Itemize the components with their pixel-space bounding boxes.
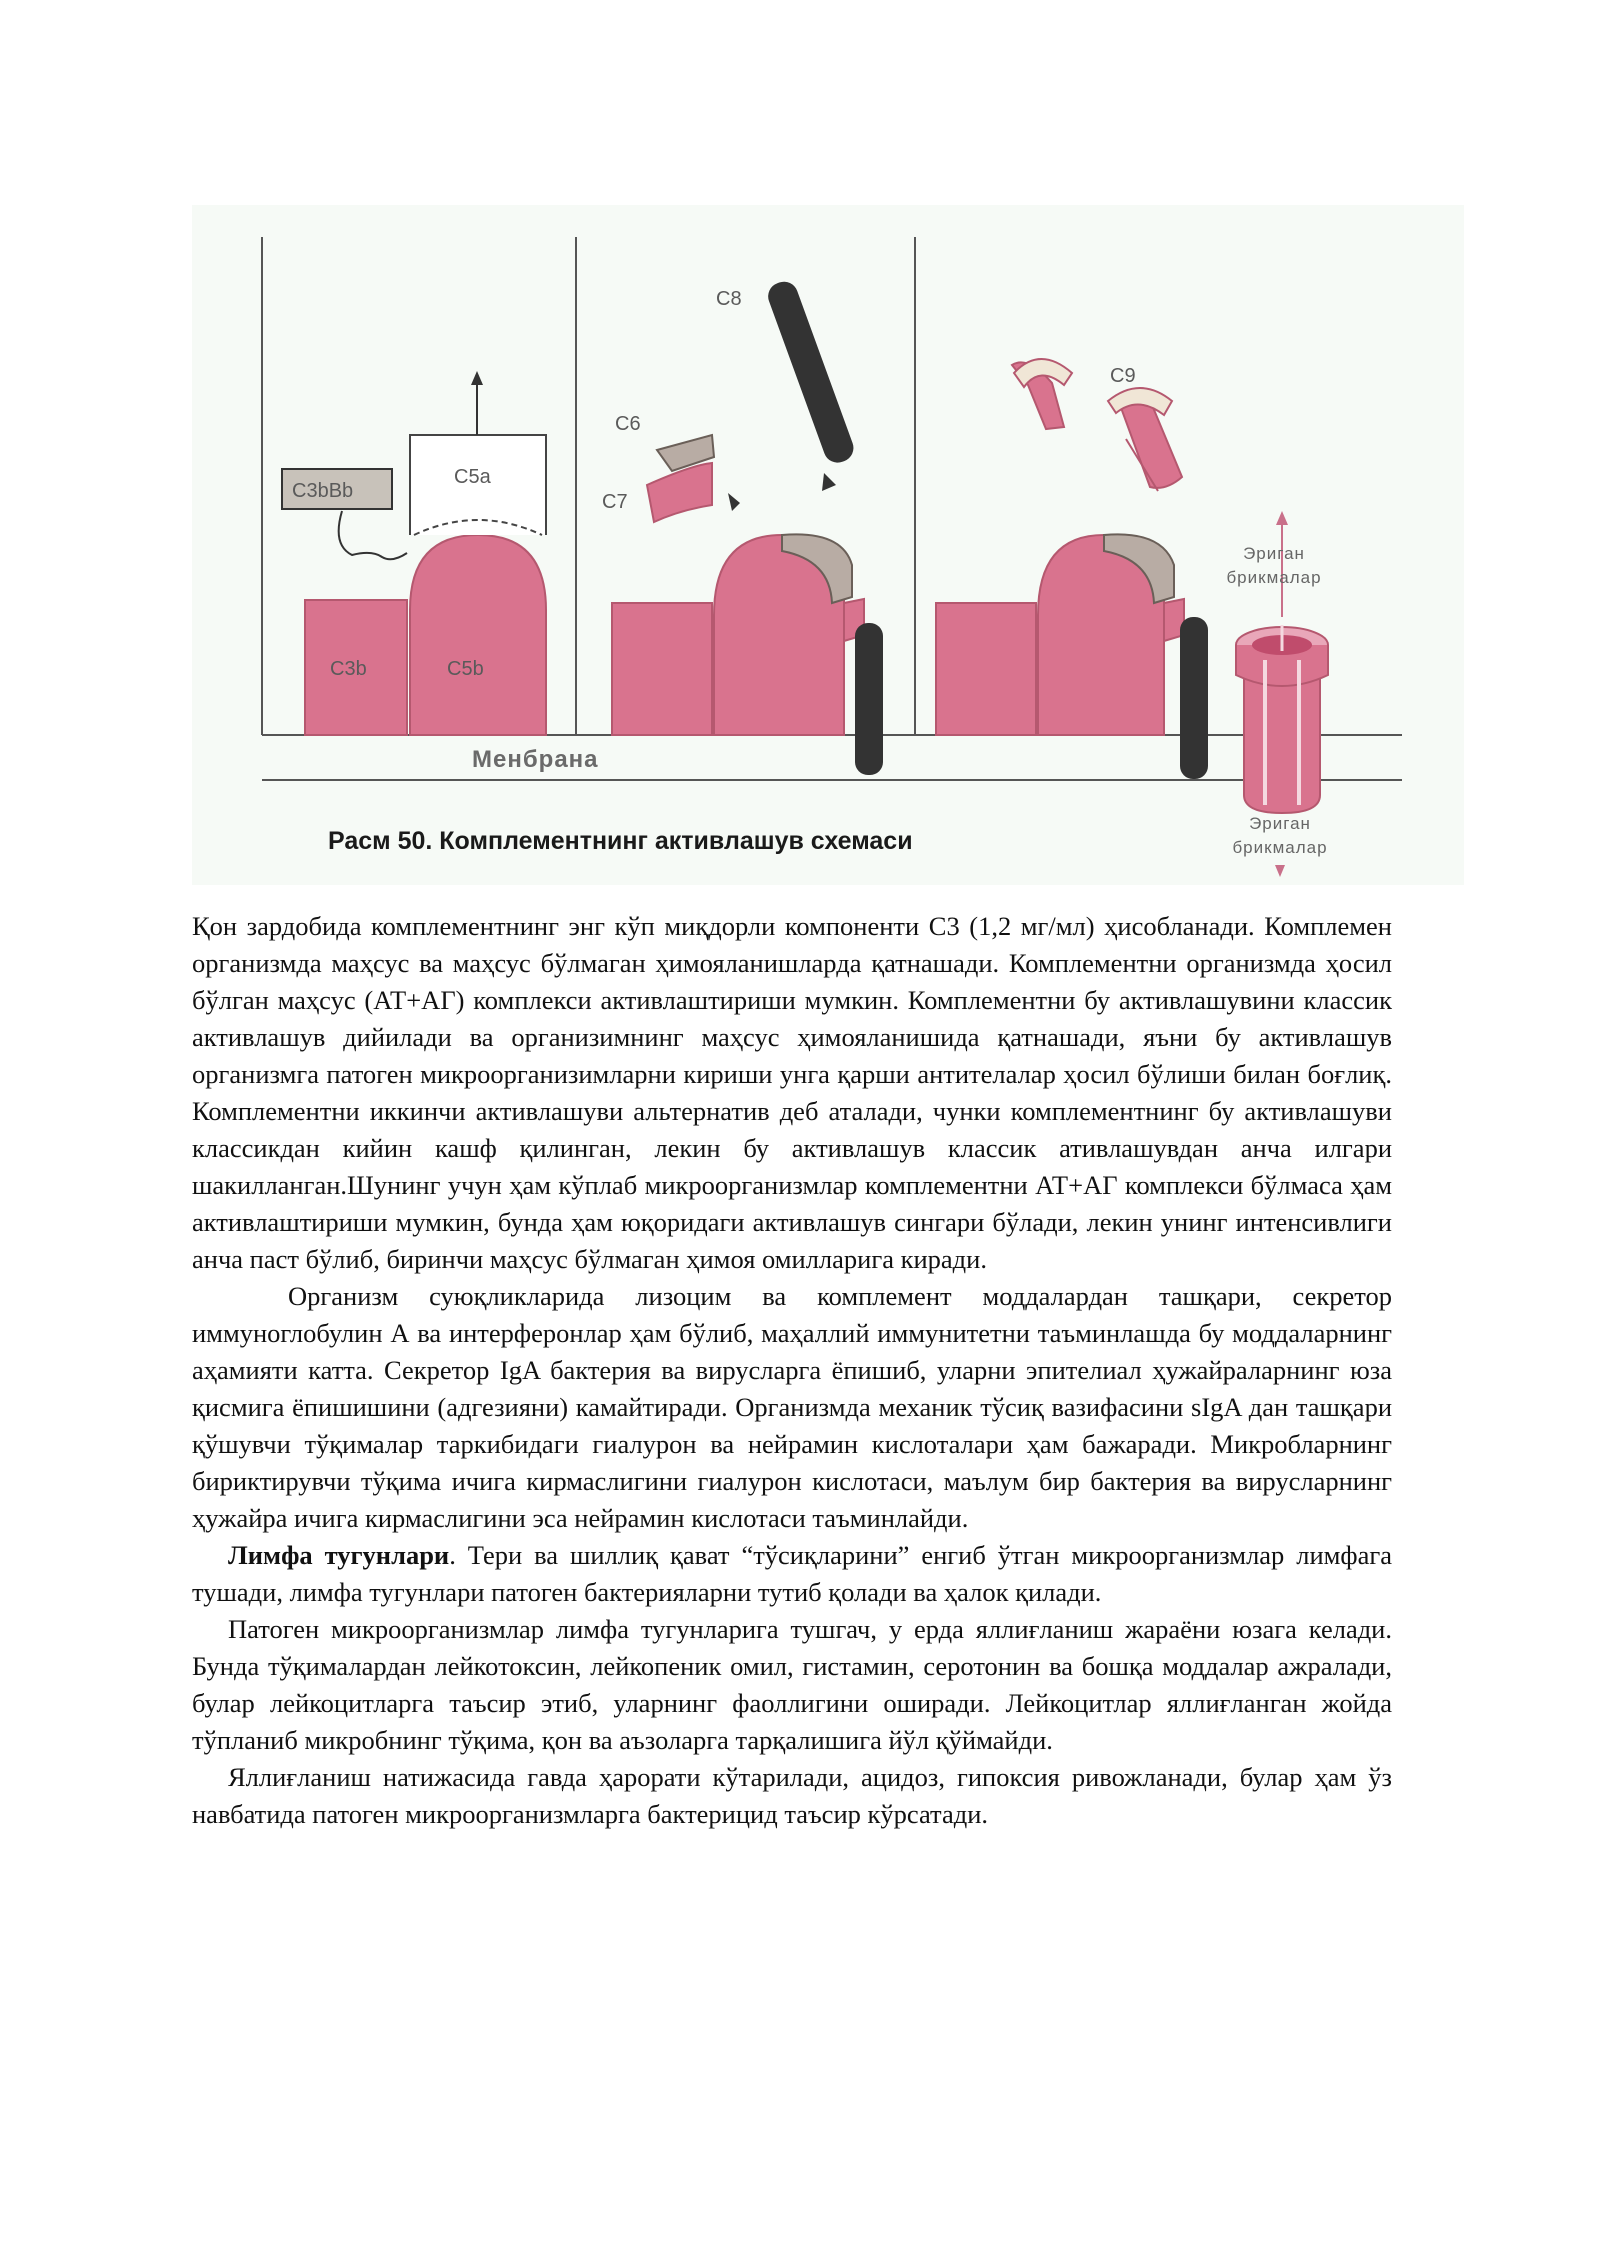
c3b-label: C3b bbox=[330, 658, 367, 680]
paragraph-3-text: . Тери ва шиллиқ қават “тўсиқларини” енгиб ўтган микроорганизмлар лимфага тушади, лимфа тугунлари патоген бактерияларни тутиб қолади ва ҳалок қилади. bbox=[192, 1540, 1392, 1607]
paragraph-2: Организм суюқликларида лизоцим ва комплемент моддалардан ташқари, секретор иммуноглобулин А ва интерферонлар ҳам бўлиб, маҳаллий иммунитетни таъминлашда бу моддаларнинг аҳамияти катта. Секретор IgA бактерия ва вирусларга ёпишиб, уларни эпителиал ҳужайраларнинг юза қисмига ёпишишини (адгезияни) камайтиради. Организмда механик тўсиқ вазифасини sIgA дан ташқари қўшувчи тўқималар таркибидаги гиалурон ва нейрамин кислоталари ҳам бажаради. Микробларнинг бириктирувчи тўқима ичига кирмаслигини гиалурон кислотаси, маълум бир бактерия ва вирусларнинг ҳужайра ичига кирмаслигини эса нейрамин кислотаси таъминлайди. bbox=[192, 1281, 1392, 1533]
paragraph-3 bbox=[192, 1537, 1392, 1611]
c6-label: C6 bbox=[615, 413, 641, 435]
dissolved-bottom-label-1: Эриган bbox=[1249, 814, 1311, 833]
figure-caption: Расм 50. Комплементнинг активлашув схемаси bbox=[328, 827, 913, 855]
lymph-nodes-heading: Лимфа тугунлари bbox=[228, 1540, 450, 1570]
dissolved-top-label-2: брикмалар bbox=[1226, 568, 1322, 587]
c9-fragment-right bbox=[1108, 388, 1182, 491]
c5b-label: C5b bbox=[447, 658, 484, 680]
p2-c3b-block bbox=[612, 603, 712, 735]
membrane-label: Менбрана bbox=[472, 746, 599, 773]
paragraph-4: Патоген микроорганизмлар лимфа тугунларига тушгач, у ерда яллиғланиш жараёни юзага келади. Бунда тўқималардан лейкотоксин, лейкопеник омил, гистамин, серотонин ва бошқа моддалар ажралади, булар лейкоцитларга таъсир этиб, уларнинг фаоллигини оширади. Лейкоцитлар яллиғланган жойда тўпланиб микробнинг тўқима, қон ва аъзоларга тарқалишига йўл қўймайди. bbox=[192, 1614, 1392, 1755]
c7-fragment bbox=[647, 463, 712, 522]
c9-fragment-left bbox=[1012, 359, 1072, 429]
c5b-block bbox=[410, 535, 546, 735]
dissolved-arrow-head bbox=[1276, 511, 1288, 525]
dissolved-bottom-arrow bbox=[1275, 865, 1285, 877]
c8-arrow-head bbox=[822, 473, 836, 491]
p3-membrane-insert bbox=[1180, 617, 1208, 779]
c3bbb-label: C3bBb bbox=[292, 480, 354, 502]
dissolved-top-label-1: Эриган bbox=[1243, 544, 1305, 563]
c9-pore bbox=[1236, 625, 1328, 813]
figure-svg bbox=[192, 205, 1464, 885]
p3-c3b-block bbox=[936, 603, 1036, 735]
c7-arrow-head bbox=[728, 493, 740, 511]
c8-label: C8 bbox=[716, 288, 742, 310]
complement-activation-figure bbox=[192, 205, 1464, 885]
c5a-arrow-head bbox=[471, 371, 483, 385]
paragraph-1: Қон зардобида комплементнинг энг кўп миқдорли компоненти С3 (1,2 мг/мл) ҳисобланади. Комплемен организмда маҳсус ва маҳсус бўлмаган ҳимояланишларда қатнашади. Комплементни организмда ҳосил бўлган маҳсус (АТ+АГ) комплекси активлаштириши мумкин. Комплементни бу активлашувини классик активлашув дийилади ва организимнинг маҳсус ҳимояланишида қатнашади, яъни бу активлашув организмга патоген микроорганизимларни кириши унга қарши антителалар ҳосил бўлиши билан боғлиқ. Комплементни иккинчи активлашуви альтернатив деб аталади, чунки комплементнинг бу активлашуви классикдан кийин кашф қилинган, лекин бу активлашув классик ативлашувдан анча илгари шакилланган.Шунинг учун ҳам кўплаб микроорганизмлар комплементни АТ+АГ комплекси бўлмаса ҳам активлаштириши мумкин, бунда ҳам юқоридаги активлашув сингари бўлади, лекин унинг интенсивлиги анча паст бўлиб, биринчи маҳсус бўлмаган ҳимоя омилларига киради. bbox=[192, 911, 1392, 1274]
paragraph-5: Яллиғланиш натижасида гавда ҳарорати кўтарилади, ацидоз, гипоксия ривожланади, булар ҳам ўз навбатида патоген микроорганизмларга бактерицид таъсир кўрсатади. bbox=[192, 1762, 1392, 1829]
c7-label: C7 bbox=[602, 491, 628, 513]
c5a-label: C5a bbox=[454, 466, 491, 488]
dissolved-bottom-label-2: брикмалар bbox=[1232, 838, 1328, 857]
c8-rod bbox=[764, 278, 857, 467]
p2-membrane-insert bbox=[855, 623, 883, 775]
body-text bbox=[192, 908, 1392, 1833]
c9-label: C9 bbox=[1110, 365, 1136, 387]
c3bbb-connector bbox=[339, 511, 407, 559]
